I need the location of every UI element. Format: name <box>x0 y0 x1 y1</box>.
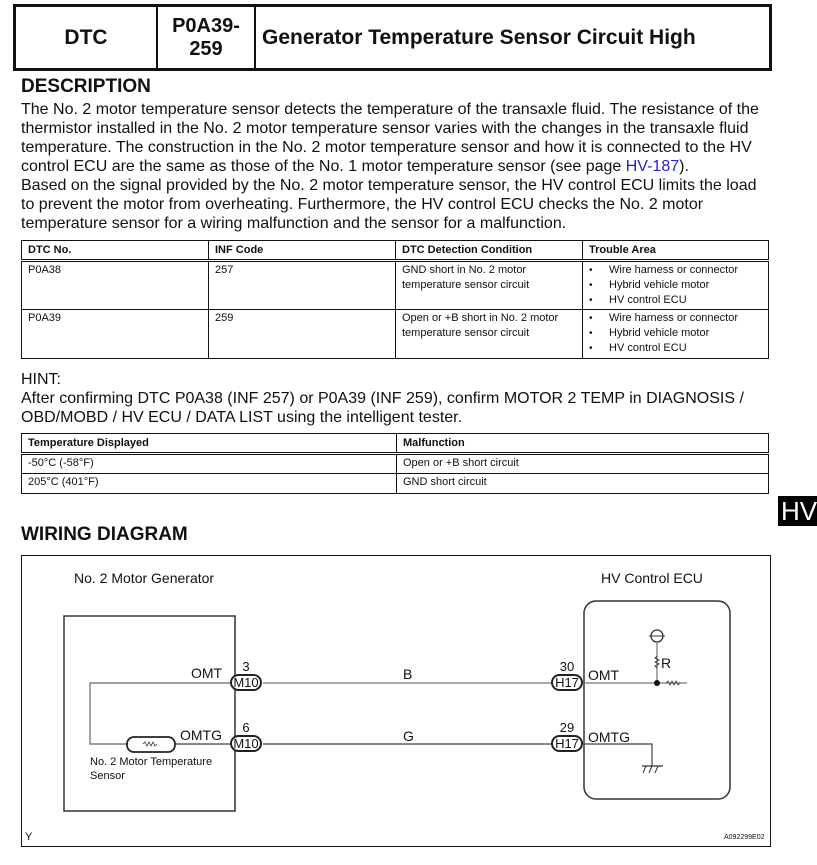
ground-hatch <box>655 766 658 773</box>
pin-number: 6 <box>242 720 250 735</box>
left-component-label: No. 2 Motor Generator <box>74 570 215 586</box>
ecu-omtg-wire <box>584 744 652 766</box>
table-row <box>22 310 769 359</box>
trouble-area-item: • Hybrid vehicle motor <box>589 278 762 293</box>
dtc-code <box>158 7 256 68</box>
temperature-value: -50°C (-58°F) <box>22 454 397 474</box>
inf-code: 257 <box>209 261 396 310</box>
wiring-diagram-heading: WIRING DIAGRAM <box>21 524 188 545</box>
pin-number: 29 <box>559 720 575 735</box>
dtc-code-line1: P0A39- <box>172 14 240 37</box>
wire-color-label: G <box>403 728 414 744</box>
right-terminal-omtg: OMTG <box>588 729 630 745</box>
malfunction-value: Open or +B short circuit <box>397 454 769 474</box>
trouble-area-item: • Wire harness or connector <box>589 311 762 326</box>
trouble-area-item: • HV control ECU <box>589 293 762 308</box>
description-line: to prevent the motor from overheating. Furthermore, the HV control ECU checks the No. 2 motor <box>21 196 704 213</box>
detection-condition: GND short in No. 2 motor temperature sensor circuit <box>396 261 583 310</box>
wire-color-label: B <box>403 666 413 682</box>
left-terminal-omt: OMT <box>191 665 223 681</box>
temperature-table <box>21 433 769 494</box>
sensor-label-line1: No. 2 Motor Temperature <box>90 756 213 768</box>
right-terminal-omt: OMT <box>588 667 620 683</box>
section-tab-hv[interactable]: HV <box>778 496 817 526</box>
table-row <box>22 454 769 474</box>
description-link-suffix: ). <box>679 158 689 175</box>
dtc-no: P0A38 <box>22 261 209 310</box>
resistor-label: R <box>661 655 672 671</box>
corner-mark: Y <box>25 831 33 843</box>
col-header: DTC No. <box>22 241 209 261</box>
hint <box>21 370 771 427</box>
description-line-text: control ECU are the same as those of the No. 1 motor temperature sensor (see page <box>21 158 626 175</box>
pin-number: 30 <box>559 659 575 674</box>
thermistor-icon <box>127 737 175 752</box>
inf-code: 259 <box>209 310 396 359</box>
page-link[interactable]: HV-187 <box>625 158 680 175</box>
description-line <box>21 157 771 176</box>
hint-label: HINT: <box>21 371 61 388</box>
connector-m10[interactable]: M10 <box>230 735 262 752</box>
trouble-area <box>583 261 769 310</box>
description-line: The No. 2 motor temperature sensor detects the temperature of the transaxle fluid. The resistance of the <box>21 101 759 118</box>
right-component-label: HV Control ECU <box>601 570 703 586</box>
col-header: INF Code <box>209 241 396 261</box>
dtc-code-line2: 259 <box>189 37 223 60</box>
dtc-label: DTC <box>16 7 158 68</box>
wiring-svg <box>22 556 772 848</box>
table-header-row <box>22 434 769 454</box>
connector-h17[interactable]: H17 <box>551 674 583 691</box>
malfunction-value: GND short circuit <box>397 474 769 494</box>
table-header-row <box>22 241 769 261</box>
trouble-area-item: • HV control ECU <box>589 341 762 356</box>
dtc-no: P0A39 <box>22 310 209 359</box>
dtc-header <box>13 4 772 71</box>
junction-dot <box>654 680 660 686</box>
description-heading: DESCRIPTION <box>21 76 151 97</box>
description-line: thermistor installed in the No. 2 motor temperature sensor varies with the changes in the transaxle fluid <box>21 120 749 137</box>
figure-id: A092299E02 <box>724 834 765 841</box>
col-header: Trouble Area <box>583 241 769 261</box>
pin-number: 3 <box>242 659 250 674</box>
detection-condition: Open or +B short in No. 2 motor temperature sensor circuit <box>396 310 583 359</box>
col-header: Temperature Displayed <box>22 434 397 454</box>
trouble-area <box>583 310 769 359</box>
description-text <box>21 100 771 233</box>
dtc-title: Generator Temperature Sensor Circuit High <box>262 25 696 49</box>
connector-m10[interactable]: M10 <box>230 674 262 691</box>
trouble-area-item: • Hybrid vehicle motor <box>589 326 762 341</box>
connector-h17[interactable]: H17 <box>551 735 583 752</box>
col-header: DTC Detection Condition <box>396 241 583 261</box>
ground-hatch <box>643 766 646 773</box>
description-line: Based on the signal provided by the No. 2 motor temperature sensor, the HV control ECU limits the load <box>21 177 757 194</box>
trouble-area-item: • Wire harness or connector <box>589 263 762 278</box>
sensor-label-line2: Sensor <box>90 770 125 782</box>
table-row <box>22 261 769 310</box>
description-line: temperature sensor for a wiring malfunction and the sensor for a malfunction. <box>21 215 567 232</box>
left-terminal-omtg: OMTG <box>180 727 222 743</box>
hint-line: After confirming DTC P0A38 (INF 257) or P0A39 (INF 259), confirm MOTOR 2 TEMP in DIAGNOSIS / <box>21 390 744 407</box>
description-line: temperature. The construction in the No. 2 motor temperature sensor and how it is connected to the HV <box>21 139 752 156</box>
hint-line: OBD/MOBD / HV ECU / DATA LIST using the intelligent tester. <box>21 409 463 426</box>
dtc-table <box>21 240 769 359</box>
temperature-value: 205°C (401°F) <box>22 474 397 494</box>
ground-hatch <box>649 766 652 773</box>
table-row <box>22 474 769 494</box>
col-header: Malfunction <box>397 434 769 454</box>
wiring-diagram <box>21 555 771 847</box>
